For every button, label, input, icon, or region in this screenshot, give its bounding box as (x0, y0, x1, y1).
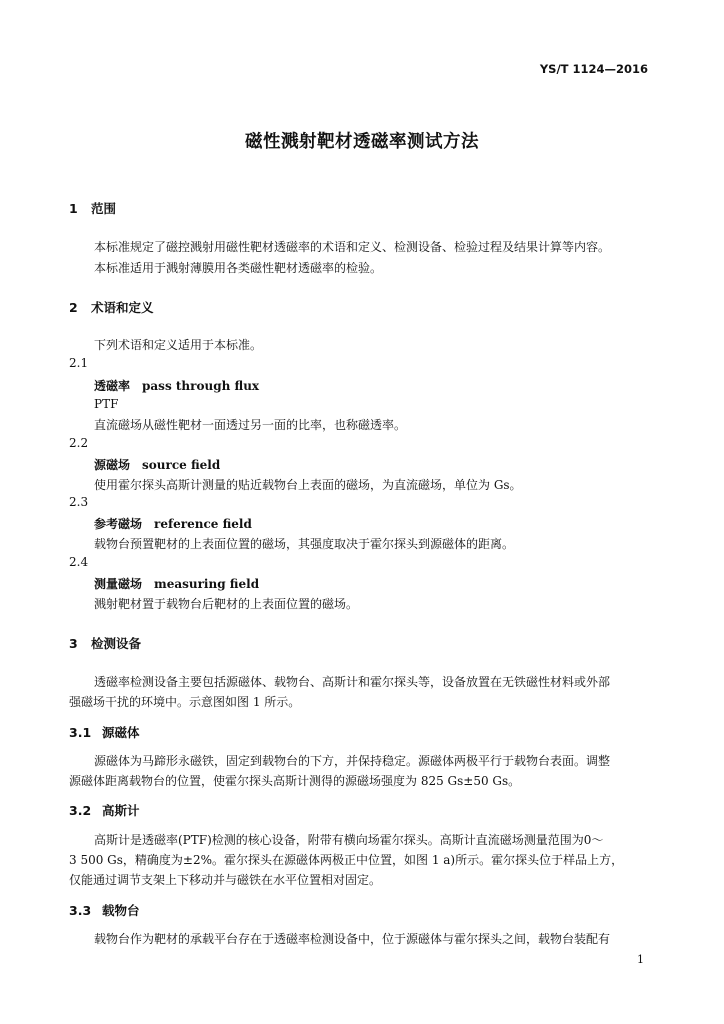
section-number: 2 (69, 300, 78, 315)
term-cn: 透磁率 (94, 379, 131, 393)
subsection-3-1-heading (69, 723, 140, 741)
page-title: 磁性溅射靶材透磁率测试方法 (245, 132, 479, 152)
term-definition: 直流磁场从磁性靶材一面透过另一面的比率，也称磁透率。 (94, 418, 407, 432)
page-number: 1 (637, 953, 644, 966)
subsection-number: 3.1 (69, 725, 92, 740)
section-title: 范围 (91, 201, 117, 216)
term-en: source field (142, 458, 221, 472)
section-number: 1 (69, 201, 78, 216)
paragraph: 源磁体为马蹄形永磁铁，固定到载物台的下方，并保持稳定。源磁体两极平行于载物台表面。调整 (94, 754, 611, 768)
term-heading (94, 456, 220, 473)
term-number: 2.1 (69, 356, 89, 370)
term-en: pass through flux (142, 379, 260, 393)
term-heading (94, 377, 259, 394)
paragraph: 强磁场干扰的环境中。示意图如图 1 所示。 (69, 695, 301, 709)
standard-number: YS/T 1124—2016 (539, 62, 648, 76)
term-definition: 使用霍尔探头高斯计测量的贴近载物台上表面的磁场，为直流磁场，单位为 Gs。 (94, 478, 522, 492)
subsection-3-3-heading (69, 901, 140, 919)
term-number: 2.2 (69, 436, 89, 450)
section-number: 3 (69, 636, 78, 651)
paragraph: 本标准规定了磁控溅射用磁性靶材透磁率的术语和定义、检测设备、检验过程及结果计算等内容。 (94, 240, 611, 254)
term-en: measuring field (154, 577, 260, 591)
paragraph: 透磁率检测设备主要包括源磁体、载物台、高斯计和霍尔探头等，设备放置在无铁磁性材料或外部 (94, 675, 611, 689)
section-title: 术语和定义 (91, 300, 154, 315)
term-number: 2.4 (69, 555, 89, 569)
subsection-3-2-heading (69, 801, 140, 819)
term-heading (94, 575, 259, 592)
subsection-title: 高斯计 (102, 803, 140, 818)
term-definition: 载物台预置靶材的上表面位置的磁场，其强度取决于霍尔探头到源磁体的距离。 (94, 537, 515, 551)
paragraph: 源磁体距离载物台的位置，使霍尔探头高斯计测得的源磁场强度为 825 Gs±50 Gs。 (69, 774, 521, 788)
term-cn: 测量磁场 (94, 577, 143, 591)
paragraph: 仅能通过调节支架上下移动并与磁铁在水平位置相对固定。 (69, 873, 382, 887)
paragraph: 下列术语和定义适用于本标准。 (94, 338, 263, 352)
term-abbr: PTF (94, 397, 119, 411)
term-cn: 参考磁场 (94, 517, 143, 531)
term-definition: 溅射靶材置于载物台后靶材的上表面位置的磁场。 (94, 597, 359, 611)
term-cn: 源磁场 (94, 458, 131, 472)
section-3-heading (69, 634, 141, 652)
paragraph: 3 500 Gs，精确度为±2%。霍尔探头在源磁体两极正中位置，如图 1 a)所示。霍尔探头位于样品上方， (69, 853, 624, 867)
subsection-number: 3.3 (69, 903, 92, 918)
subsection-number: 3.2 (69, 803, 92, 818)
section-title: 检测设备 (91, 636, 142, 651)
section-2-heading (69, 298, 154, 316)
term-number: 2.3 (69, 495, 89, 509)
term-heading (94, 515, 252, 532)
section-1-heading (69, 199, 116, 217)
subsection-title: 源磁体 (102, 725, 140, 740)
subsection-title: 载物台 (102, 903, 140, 918)
paragraph: 本标准适用于溅射薄膜用各类磁性靶材透磁率的检验。 (94, 261, 383, 275)
paragraph: 高斯计是透磁率(PTF)检测的核心设备，附带有横向场霍尔探头。高斯计直流磁场测量范围为0～ (94, 833, 604, 847)
paragraph: 载物台作为靶材的承载平台存在于透磁率检测设备中，位于源磁体与霍尔探头之间，载物台装配有 (94, 932, 611, 946)
term-en: reference field (154, 517, 252, 531)
